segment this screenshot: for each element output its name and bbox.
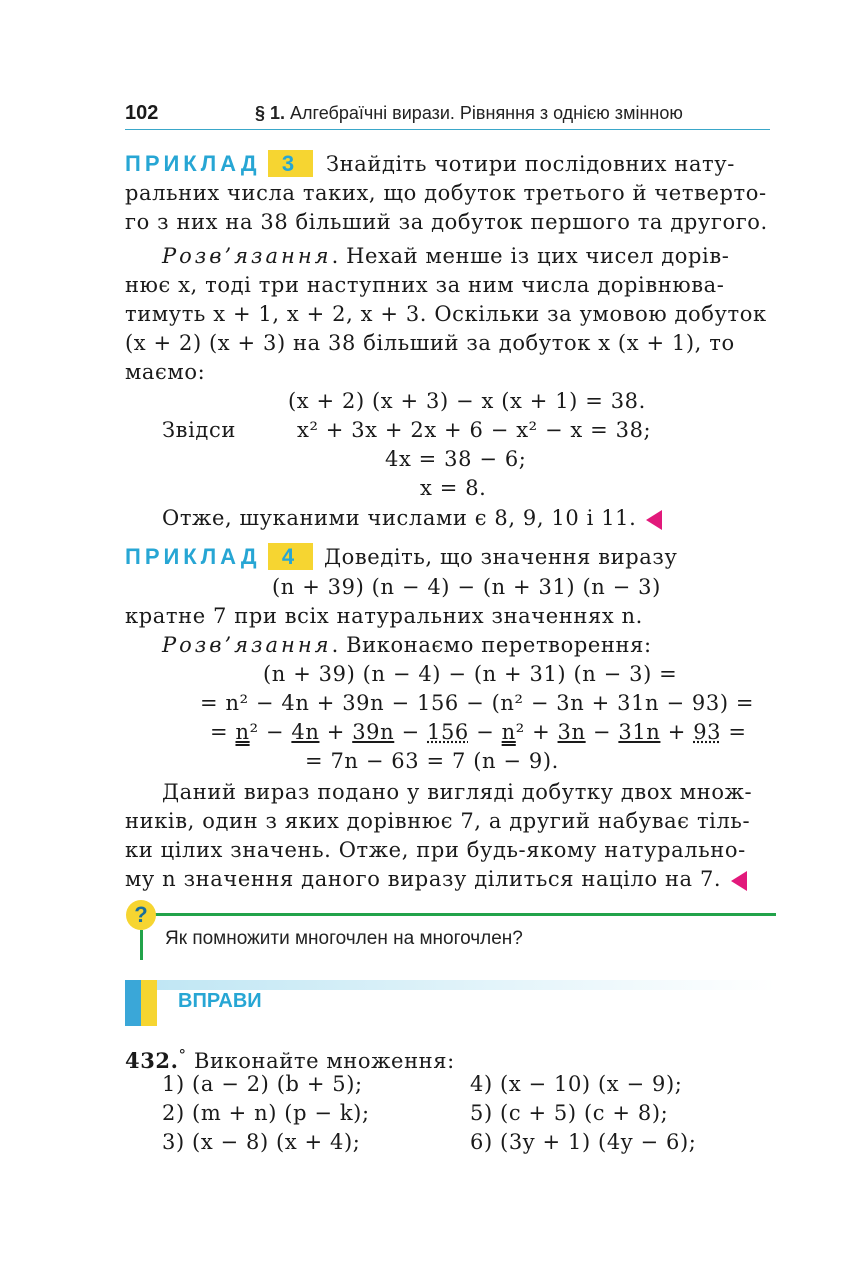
header-rule [125, 129, 770, 130]
solution-label: Розв’язання [162, 244, 332, 268]
transform-line-4: = 7n − 63 = 7 (n − 9). [305, 749, 559, 773]
solution-text: . Нехай менше із цих чисел дорів- [331, 244, 730, 268]
exercises-banner [125, 980, 775, 990]
question-rule-vertical [140, 930, 143, 960]
example3-solution-line1 [162, 241, 730, 271]
example3-text-line3: го з них на 38 більший за добуток першого та другого. [125, 210, 768, 234]
example3-conclusion [162, 503, 662, 533]
equation-2: x² + 3x + 2x + 6 − x² − x = 38; [297, 418, 652, 442]
example4-text-line1: Доведіть, що значення виразу [323, 545, 678, 569]
exercises-bar-yellow [141, 980, 157, 1026]
transform-line-1: (n + 39) (n − 4) − (n + 31) (n − 3) = [263, 662, 678, 686]
page-number: 102 [125, 102, 159, 124]
conclusion-text: му n значення даного виразу ділиться націло на 7. [125, 867, 722, 891]
question-icon: ? [126, 900, 156, 930]
solution-label: Розв’язання [162, 633, 332, 657]
exercise-number: 432. [125, 1048, 179, 1073]
end-marker-icon [646, 510, 662, 530]
zvidsy-label: Звідси [162, 418, 236, 442]
equation-1: (x + 2) (x + 3) − x (x + 1) = 38. [288, 389, 646, 413]
example4-solution-line1 [162, 630, 652, 660]
example4-expression: (n + 39) (n − 4) − (n + 31) (n − 3) [272, 575, 661, 599]
example4-text-line2: кратне 7 при всіх натуральних значеннях n. [125, 604, 643, 628]
example3-solution-line4: (x + 2) (x + 3) на 38 більший за добуток x (x + 1), то [125, 331, 735, 355]
solution-text: . Виконаємо перетворення: [331, 633, 652, 657]
example3-heading [125, 149, 735, 179]
example-label: ПРИКЛАД [125, 544, 261, 569]
exercise-item: 3) (x − 8) (x + 4); [162, 1130, 361, 1154]
example4-conclusion-line2: ників, один з яких дорівнює 7, а другий набуває тіль- [125, 809, 751, 833]
running-header [255, 103, 683, 124]
exercises-title: ВПРАВИ [178, 990, 262, 1012]
end-marker-icon [731, 871, 747, 891]
example3-solution-line3: тимуть x + 1, x + 2, x + 3. Оскільки за умовою добуток [125, 302, 767, 326]
exercise-item: 6) (3y + 1) (4y − 6); [470, 1130, 697, 1154]
section-title: Алгебраїчні вирази. Рівняння з однією змінною [290, 103, 683, 123]
example3-text-line1: Знайдіть чотири послідовних нату- [325, 152, 735, 176]
equation-4: x = 8. [420, 476, 487, 500]
exercise-task: Виконайте множення: [193, 1049, 455, 1073]
example3-solution-line2: нює x, тоді три наступних за ним числа дорівнюва- [125, 273, 725, 297]
example4-conclusion-line1: Даний вираз подано у вигляді добутку двох множ- [162, 780, 753, 804]
exercise-item: 1) (a − 2) (b + 5); [162, 1072, 363, 1096]
exercise-item: 5) (c + 5) (c + 8); [470, 1101, 669, 1125]
exercise-item: 2) (m + n) (p − k); [162, 1101, 370, 1125]
transform-line-3: = n² − 4n + 39n − 156 − n² + 3n − 31n + 93 = [210, 720, 747, 744]
example4-conclusion-line4 [125, 864, 747, 894]
example-label: ПРИКЛАД [125, 151, 261, 176]
equation-3: 4x = 38 − 6; [385, 447, 527, 471]
question-rule [150, 913, 776, 916]
example3-solution-line5: маємо: [125, 360, 206, 384]
conclusion-text: Отже, шуканими числами є 8, 9, 10 і 11. [162, 506, 637, 530]
exercises-bar-blue [125, 980, 141, 1026]
example4-conclusion-line3: ки цілих значень. Отже, при будь-якому натурально- [125, 838, 746, 862]
difficulty-mark: ° [178, 1046, 187, 1064]
example-number: 4 [268, 543, 313, 570]
example3-text-line2: ральних числа таких, що добуток третього й четверто- [125, 181, 767, 205]
example-number: 3 [268, 150, 313, 177]
question-text: Як помножити многочлен на многочлен? [165, 928, 523, 949]
transform-line-2: = n² − 4n + 39n − 156 − (n² − 3n + 31n − 93) = [200, 691, 755, 715]
example4-heading [125, 542, 677, 572]
exercise-item: 4) (x − 10) (x − 9); [470, 1072, 683, 1096]
section-number: § 1. [255, 103, 286, 123]
